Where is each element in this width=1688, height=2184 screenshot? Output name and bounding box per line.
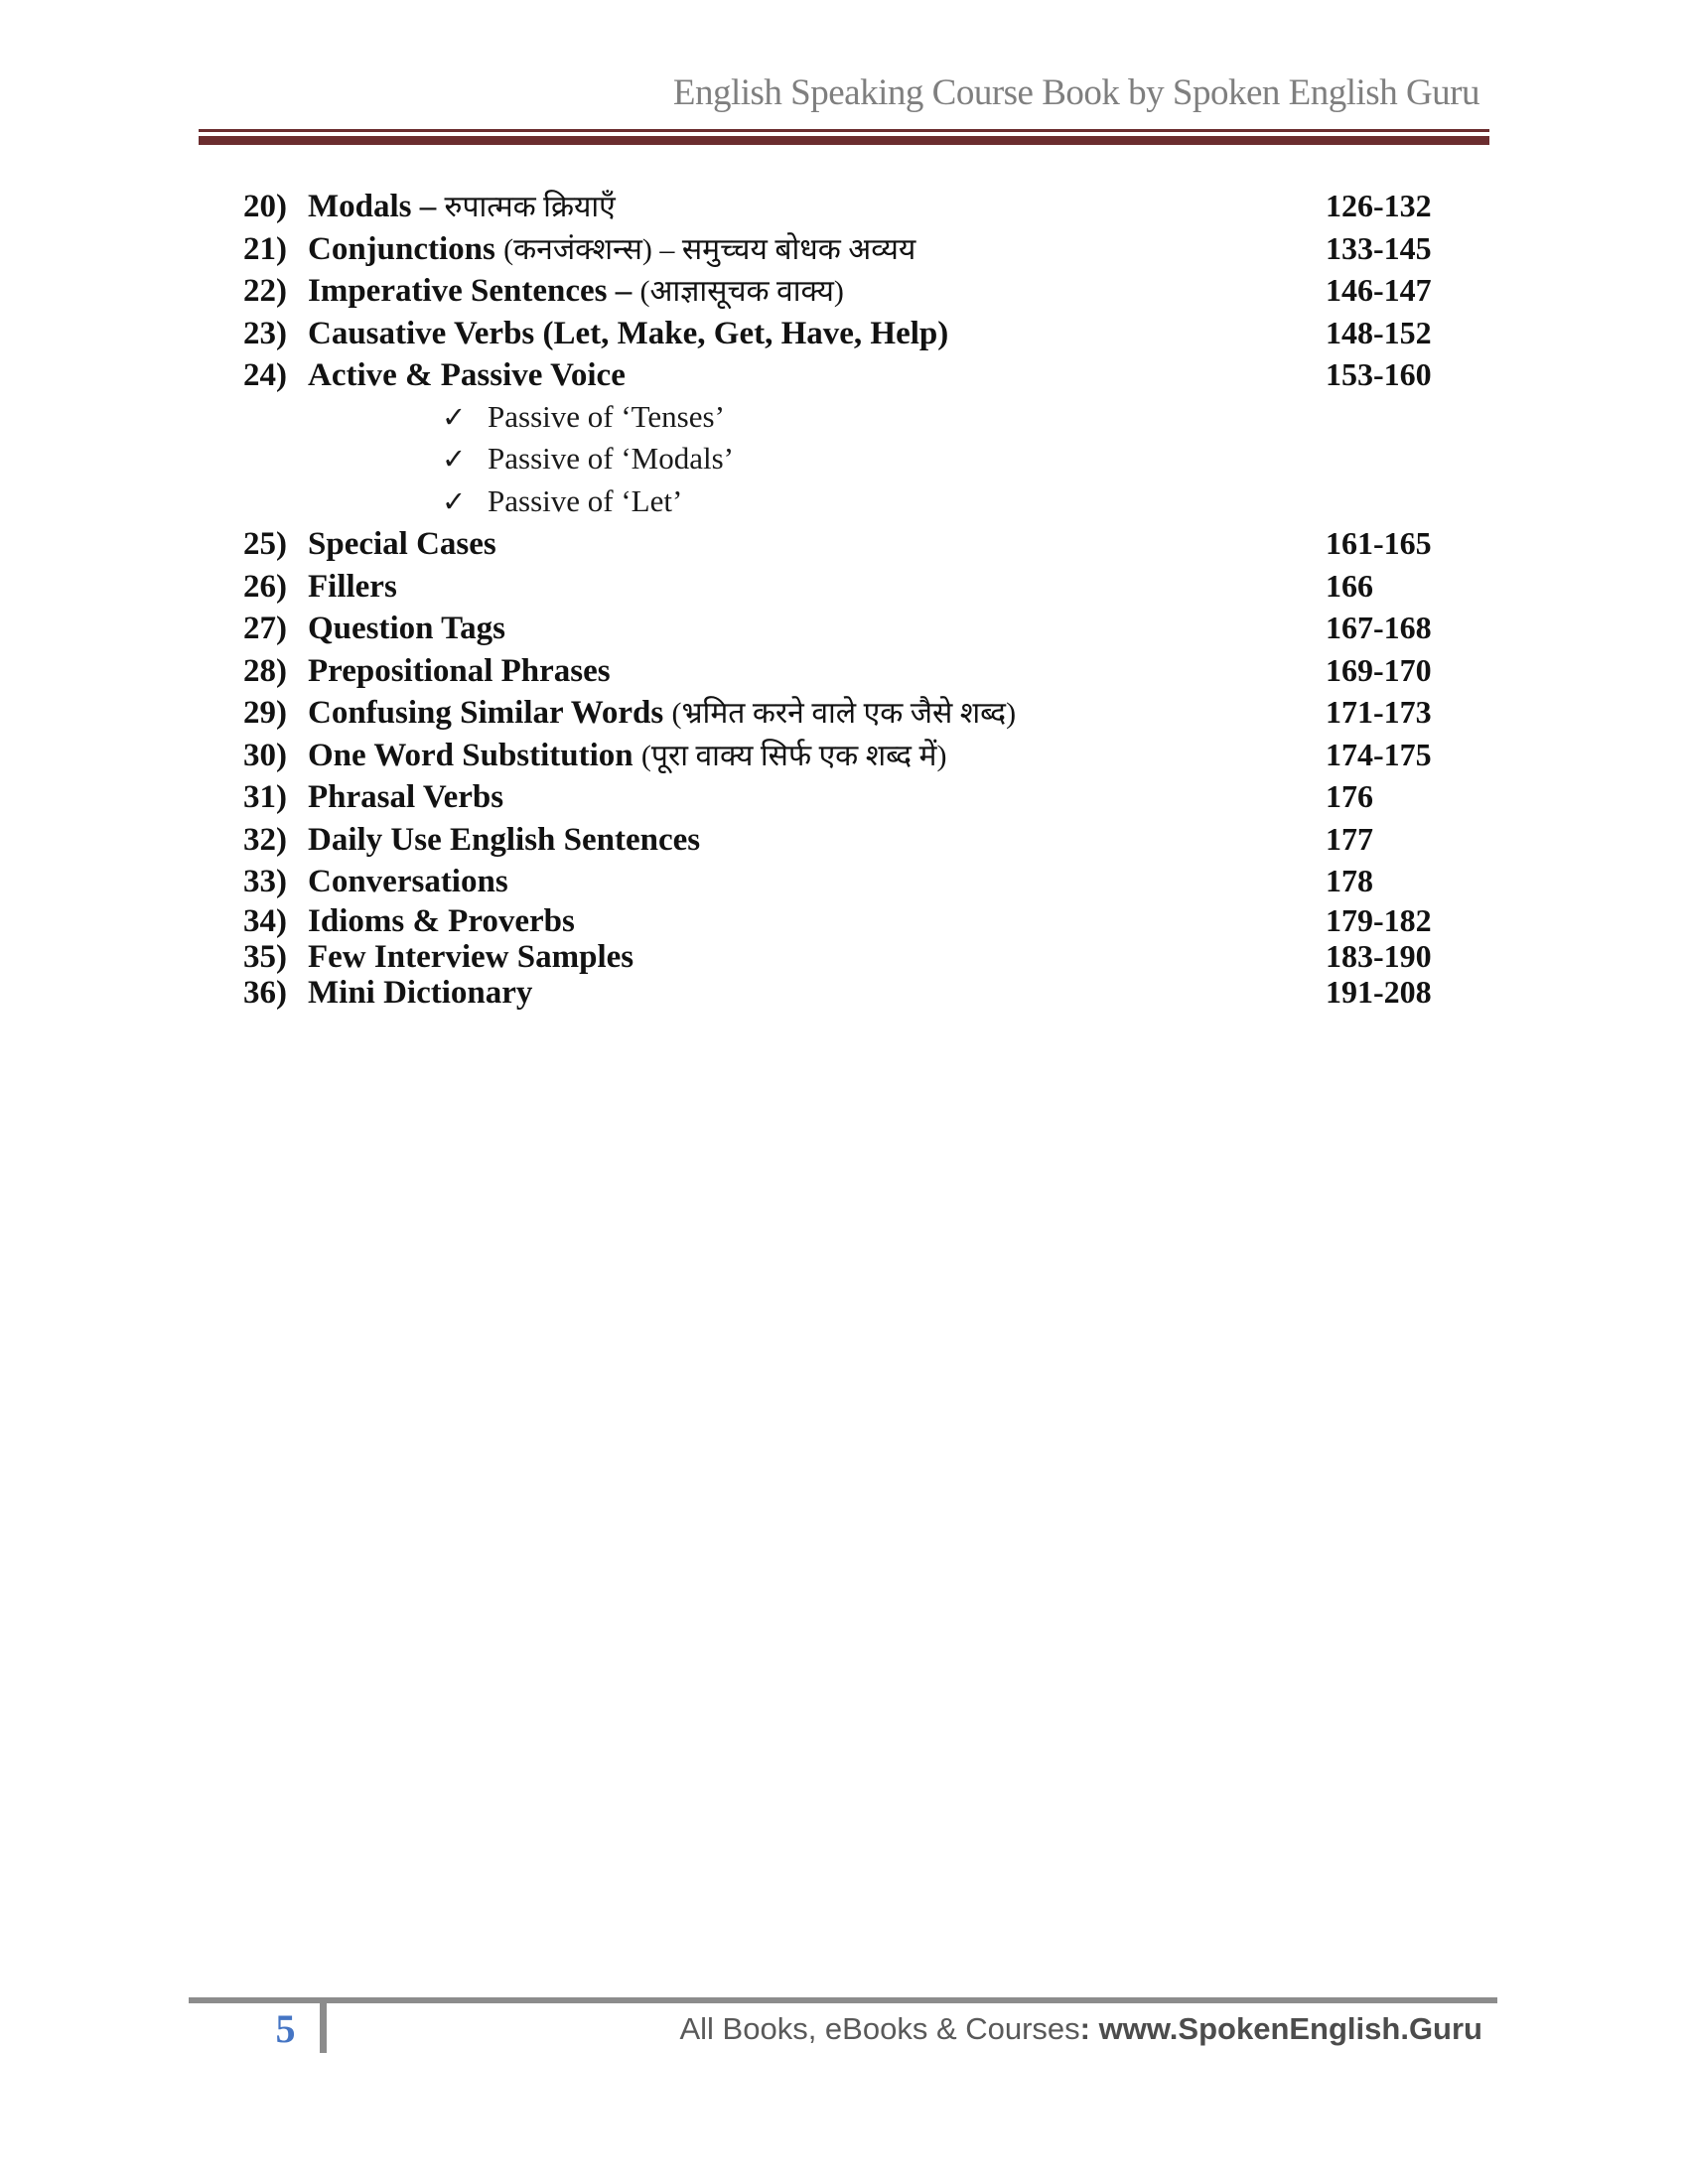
item-title-hindi: (भ्रमित करने वाले एक जैसे शब्द): [671, 697, 1017, 730]
item-title: [308, 692, 1326, 736]
item-title-hindi: (पूरा वाक्य सिर्फ एक शब्द में): [640, 739, 947, 772]
toc-item-29: [243, 691, 1460, 734]
checkmark-icon: ✓: [442, 399, 467, 434]
item-title: [308, 861, 1326, 903]
item-number: 25): [243, 526, 287, 562]
checkmark-icon: ✓: [442, 483, 467, 518]
item-title-en: Fillers: [308, 568, 397, 605]
item-title-en: Mini Dictionary: [308, 974, 533, 1011]
item-title-en: Phrasal Verbs: [308, 779, 504, 815]
item-title-en: Modals –: [308, 189, 445, 224]
item-title-en: Imperative Sentences –: [308, 273, 640, 309]
item-title-en: Prepositional Phrases: [308, 652, 611, 689]
item-title: [308, 903, 1326, 939]
item-number: 30): [243, 737, 287, 773]
toc-subitem-passive-tenses: [243, 396, 1460, 439]
item-title: [308, 313, 1326, 355]
item-number: 26): [243, 568, 287, 605]
item-pages: 146-147: [1326, 272, 1432, 308]
item-title-en: Few Interview Samples: [308, 938, 634, 975]
item-title: [308, 975, 1326, 1011]
toc-item-27: [243, 607, 1460, 649]
item-pages: 166: [1326, 567, 1373, 604]
toc-item-33: [243, 860, 1460, 902]
item-title: [308, 819, 1326, 862]
footer-page-number: 5: [275, 2006, 296, 2051]
footer-tagline: [679, 2011, 1482, 2047]
item-pages: 167-168: [1326, 610, 1432, 645]
item-title: [308, 608, 1326, 650]
item-title: [308, 523, 1326, 566]
item-title: [308, 939, 1326, 975]
item-title: [308, 650, 1326, 693]
item-pages: 153-160: [1326, 356, 1432, 392]
item-pages: 161-165: [1326, 525, 1432, 561]
item-pages: 169-170: [1326, 651, 1432, 688]
item-title-en: Idioms & Proverbs: [308, 902, 575, 939]
item-title-en: Conjunctions: [308, 230, 504, 267]
page-header-title: English Speaking Course Book by Spoken English Guru: [672, 72, 1479, 113]
item-pages: 176: [1326, 778, 1373, 814]
toc-item-21: [243, 227, 1460, 270]
toc-item-22: [243, 269, 1460, 312]
footer-page-number-divider: [320, 1997, 327, 2053]
toc-item-26: [243, 565, 1460, 608]
subitem-label: Passive of ‘Let’: [488, 482, 683, 518]
item-title-en: Question Tags: [308, 611, 505, 646]
item-number: 21): [243, 230, 287, 267]
subitem-label: Passive of ‘Tenses’: [488, 398, 725, 434]
toc-item-24: [243, 353, 1460, 396]
item-title: [308, 735, 1326, 778]
item-pages: 133-145: [1326, 229, 1432, 266]
toc-subitem-passive-modals: [243, 438, 1460, 480]
subitem-label: Passive of ‘Modals’: [488, 441, 734, 476]
toc-subitem-passive-let: [243, 480, 1460, 523]
toc-item-25: [243, 522, 1460, 565]
item-title-en: Conversations: [308, 864, 508, 899]
footer-tagline-url: : www.SpokenEnglish.Guru: [1079, 2011, 1482, 2046]
table-of-contents: [243, 185, 1460, 1010]
item-number: 35): [243, 938, 287, 975]
item-number: 28): [243, 652, 287, 689]
item-number: 34): [243, 902, 287, 939]
toc-item-35: [243, 938, 1460, 974]
item-title-en: Daily Use English Sentences: [308, 821, 701, 858]
item-title: [308, 354, 1326, 397]
item-title-en: Confusing Similar Words: [308, 695, 672, 731]
toc-item-34: [243, 902, 1460, 938]
item-title: [308, 776, 1326, 819]
header-rule-thin: [199, 129, 1489, 132]
item-pages: 148-152: [1326, 314, 1432, 350]
item-pages: 177: [1326, 820, 1373, 857]
footer-tagline-regular: All Books, eBooks & Courses: [679, 2011, 1080, 2046]
item-title-en: Causative Verbs (Let, Make, Get, Have, Help): [308, 315, 949, 351]
item-number: 20): [243, 189, 287, 224]
item-title: [308, 270, 1326, 314]
toc-item-30: [243, 734, 1460, 776]
item-pages: 179-182: [1326, 901, 1432, 938]
checkmark-icon: ✓: [442, 442, 467, 476]
item-title-hindi: (आज्ञासूचक वाक्य): [639, 275, 844, 308]
toc-item-31: [243, 775, 1460, 818]
item-number: 23): [243, 315, 287, 351]
item-title-hindi: (कनजंक्शन्स) – समुच्चय बोधक अव्यय: [503, 232, 916, 266]
item-title-en: Active & Passive Voice: [308, 357, 626, 393]
item-number: 22): [243, 273, 287, 309]
item-pages: 178: [1326, 863, 1373, 898]
item-pages: 183-190: [1326, 937, 1432, 974]
item-number: 36): [243, 974, 287, 1011]
item-number: 29): [243, 695, 287, 731]
item-title: [308, 566, 1326, 609]
toc-item-36: [243, 974, 1460, 1010]
item-title: [308, 228, 1326, 272]
footer-rule: [189, 1997, 1497, 2003]
header-rule-thick: [199, 136, 1489, 145]
item-title-en: Special Cases: [308, 526, 496, 562]
item-title-en: One Word Substitution: [308, 737, 641, 773]
toc-item-28: [243, 649, 1460, 692]
toc-item-32: [243, 818, 1460, 861]
item-number: 31): [243, 779, 287, 815]
item-number: 32): [243, 821, 287, 858]
toc-item-23: [243, 312, 1460, 354]
item-title: [308, 186, 1326, 229]
item-pages: 171-173: [1326, 694, 1432, 730]
item-pages: 191-208: [1326, 973, 1432, 1010]
item-number: 27): [243, 611, 287, 646]
item-number: 24): [243, 357, 287, 393]
item-number: 33): [243, 864, 287, 899]
item-title-hindi: रुपात्मक क्रियाएँ: [444, 191, 616, 223]
toc-item-20: [243, 185, 1460, 227]
item-pages: 126-132: [1326, 188, 1432, 223]
item-pages: 174-175: [1326, 736, 1432, 772]
